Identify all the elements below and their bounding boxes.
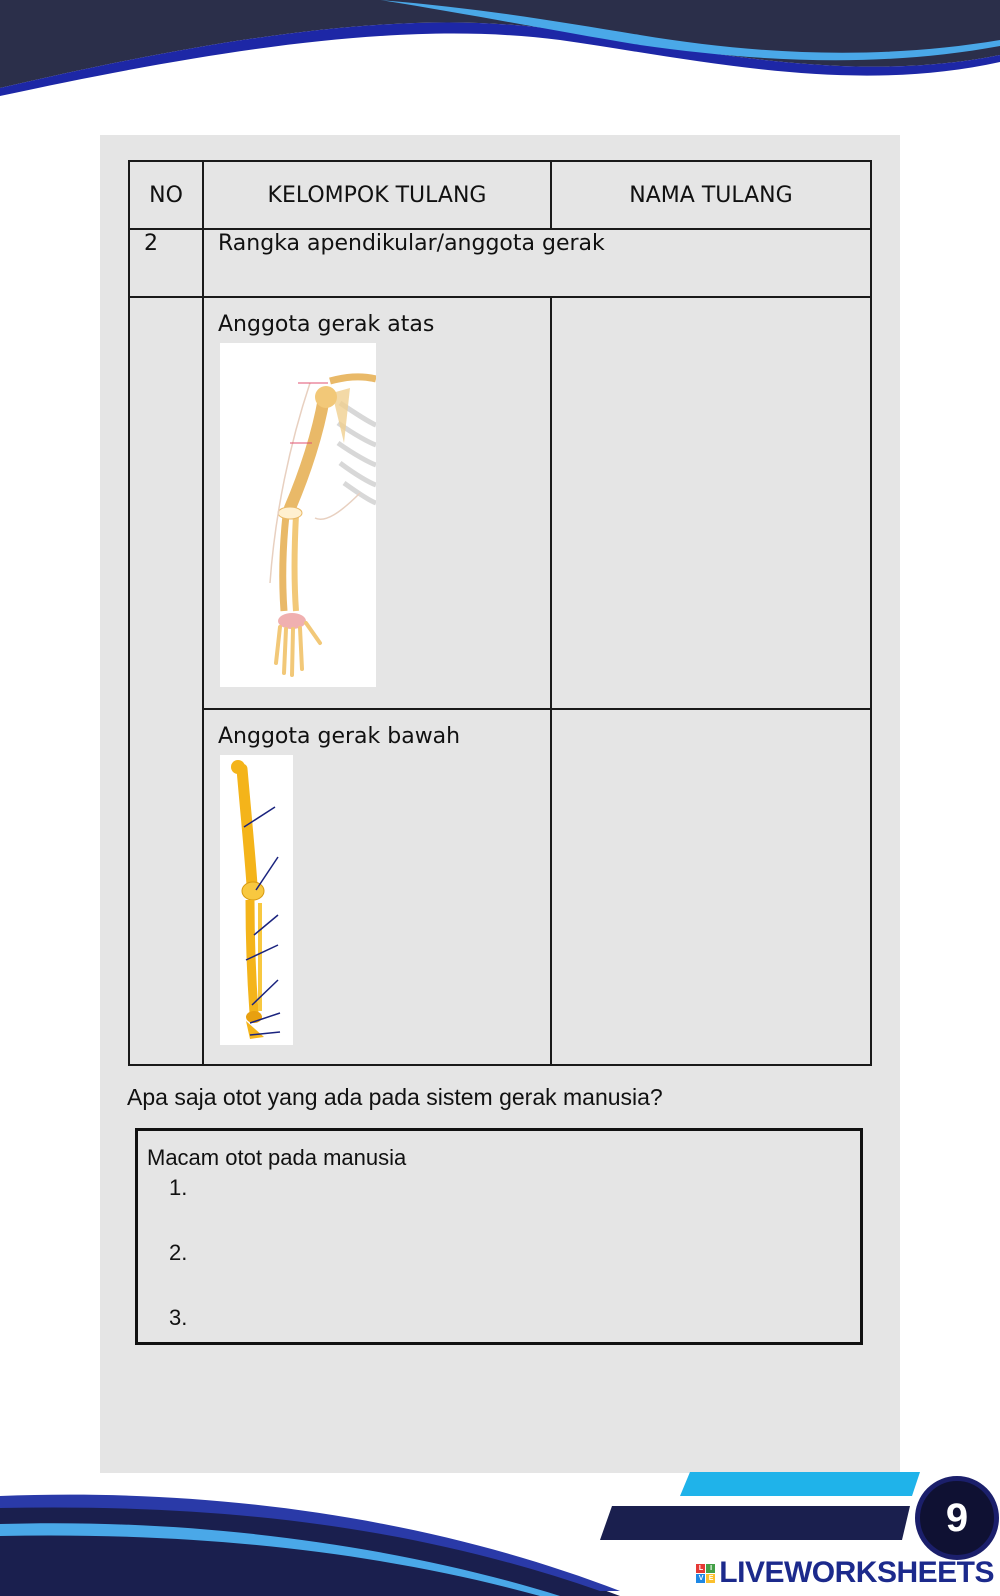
header-no: NO bbox=[129, 161, 203, 229]
top-wave-decoration bbox=[0, 0, 1000, 100]
table-row bbox=[129, 297, 871, 709]
group-title: Rangka apendikular/anggota gerak bbox=[203, 229, 871, 297]
empty-no-cell bbox=[129, 297, 203, 1065]
arm-skeleton-image bbox=[220, 343, 376, 687]
header-bone-group: KELOMPOK TULANG bbox=[203, 161, 551, 229]
lower-limb-answer-cell[interactable] bbox=[551, 709, 871, 1065]
upper-limb-cell bbox=[203, 297, 551, 709]
leg-skeleton-image bbox=[220, 755, 293, 1045]
muscle-answer-list bbox=[147, 1175, 860, 1370]
upper-limb-label: Anggota gerak atas bbox=[218, 312, 435, 337]
muscle-question: Apa saja otot yang ada pada sistem gerak manusia? bbox=[127, 1084, 663, 1110]
table-row bbox=[129, 229, 871, 297]
table-row bbox=[129, 709, 871, 1065]
item-number: 3. bbox=[169, 1305, 188, 1330]
page-number-badge: 9 bbox=[915, 1476, 999, 1560]
muscle-box-title: Macam otot pada manusia bbox=[147, 1145, 407, 1170]
table-header-row bbox=[129, 161, 871, 229]
lower-limb-cell bbox=[203, 709, 551, 1065]
item-number: 1. bbox=[169, 1175, 188, 1200]
list-item bbox=[169, 1240, 860, 1305]
item-number: 2. bbox=[169, 1240, 188, 1265]
muscle-answer-box bbox=[135, 1128, 863, 1345]
lower-limb-label: Anggota gerak bawah bbox=[218, 724, 461, 749]
brand-name: LIVEWORKSHEETS bbox=[719, 1556, 994, 1589]
row-number: 2 bbox=[129, 229, 203, 297]
list-item bbox=[169, 1305, 860, 1370]
bone-table bbox=[128, 160, 872, 1066]
brand-mark-icon: L I V E bbox=[696, 1564, 715, 1583]
header-bone-name: NAMA TULANG bbox=[551, 161, 871, 229]
liveworksheets-logo bbox=[696, 1556, 994, 1590]
list-item bbox=[169, 1175, 860, 1240]
upper-limb-answer-cell[interactable] bbox=[551, 297, 871, 709]
